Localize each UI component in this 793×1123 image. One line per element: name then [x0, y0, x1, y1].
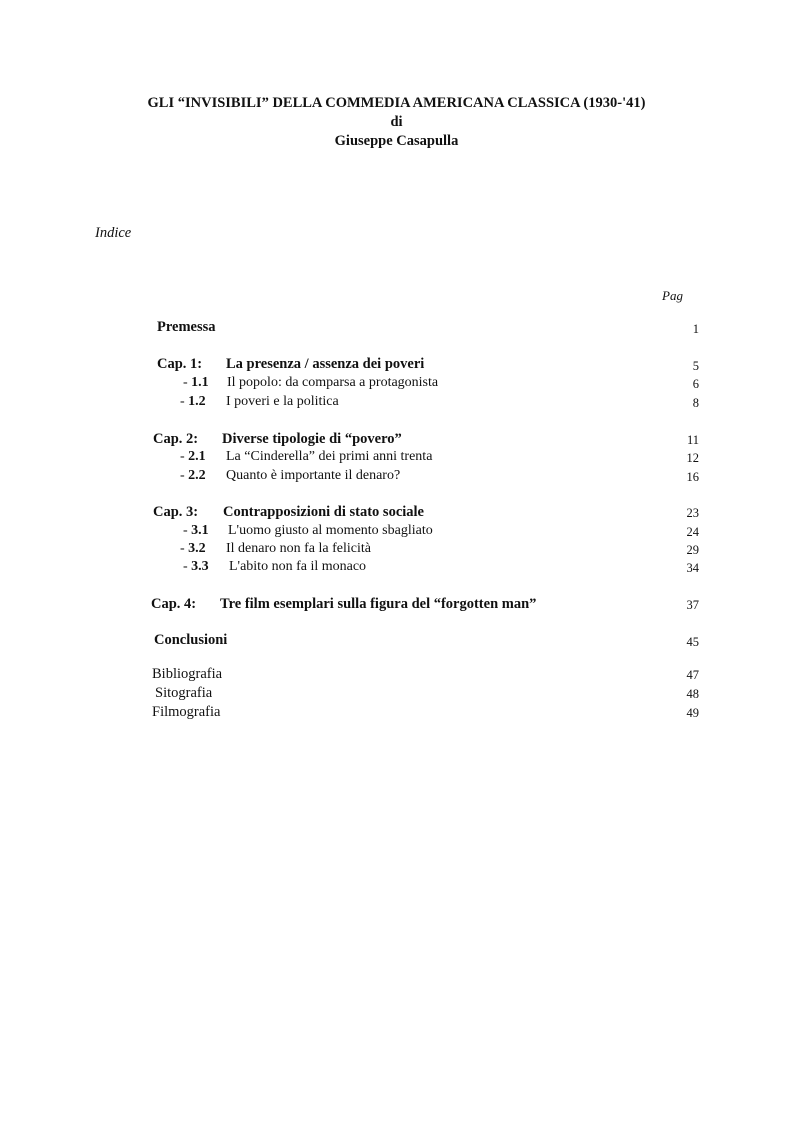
document-title: GLI “INVISIBILI” DELLA COMMEDIA AMERICANA CLASSICA (1930-'41) [147, 95, 646, 111]
toc-sitografia-page: 48 [686, 687, 699, 701]
toc-cap1-page: 5 [692, 359, 699, 373]
toc-bibliografia-title: Bibliografia [152, 666, 223, 682]
toc-premessa-title: Premessa [157, 319, 216, 335]
toc-sub-2-1-page: 12 [686, 451, 699, 465]
toc-cap3-title: Contrapposizioni di stato sociale [223, 504, 424, 520]
toc-sub-1-1-page: 6 [692, 377, 699, 391]
toc-cap4-page: 37 [686, 598, 699, 612]
toc-sub-2-1-title: La “Cinderella” dei primi anni trenta [226, 449, 433, 464]
toc-sub-3-1-number: - 3.1 [183, 523, 209, 538]
toc-sub-2-1-number: - 2.1 [180, 449, 206, 464]
toc-cap2-label: Cap. 2: [153, 431, 199, 447]
toc-sub-1-1-number: - 1.1 [183, 375, 209, 390]
toc-premessa-page: 1 [692, 322, 699, 336]
document-di: di [390, 114, 403, 130]
toc-filmografia-page: 49 [686, 706, 699, 720]
toc-sub-3-2-title: Il denaro non fa la felicità [226, 541, 371, 556]
toc-sub-3-1-title: L'uomo giusto al momento sbagliato [228, 523, 433, 538]
toc-cap3-label: Cap. 3: [153, 504, 199, 520]
toc-cap2-title: Diverse tipologie di “povero” [222, 431, 402, 447]
toc-filmografia-title: Filmografia [152, 704, 221, 720]
toc-cap1-label: Cap. 1: [157, 356, 203, 372]
toc-cap2-page: 11 [686, 433, 699, 447]
document-author: Giuseppe Casapulla [334, 133, 459, 149]
toc-sub-3-3-page: 34 [686, 561, 699, 575]
toc-sub-2-2-number: - 2.2 [180, 468, 206, 483]
toc-sitografia-title: Sitografia [155, 685, 213, 701]
toc-cap4-label: Cap. 4: [151, 596, 197, 612]
toc-sub-1-2-number: - 1.2 [180, 394, 206, 409]
toc-sub-1-1-title: Il popolo: da comparsa a protagonista [227, 375, 439, 390]
toc-conclusioni-page: 45 [686, 635, 699, 649]
toc-sub-1-2-title: I poveri e la politica [226, 394, 339, 409]
toc-sub-1-2-page: 8 [692, 396, 699, 410]
toc-cap3-page: 23 [686, 506, 699, 520]
pag-column-label: Pag [662, 288, 683, 303]
toc-sub-2-2-page: 16 [686, 470, 699, 484]
toc-sub-3-3-title: L'abito non fa il monaco [229, 559, 367, 574]
toc-bibliografia-page: 47 [686, 668, 699, 682]
toc-sub-3-3-number: - 3.3 [183, 559, 209, 574]
toc-sub-3-2-page: 29 [686, 543, 699, 557]
toc-conclusioni-title: Conclusioni [154, 632, 228, 648]
toc-sub-3-2-number: - 3.2 [180, 541, 206, 556]
toc-cap1-title: La presenza / assenza dei poveri [226, 356, 425, 372]
toc-sub-3-1-page: 24 [686, 525, 699, 539]
toc-cap4-title: Tre film esemplari sulla figura del “forgotten man” [220, 596, 537, 612]
indice-heading: Indice [95, 225, 132, 241]
toc-sub-2-2-title: Quanto è importante il denaro? [226, 468, 401, 483]
